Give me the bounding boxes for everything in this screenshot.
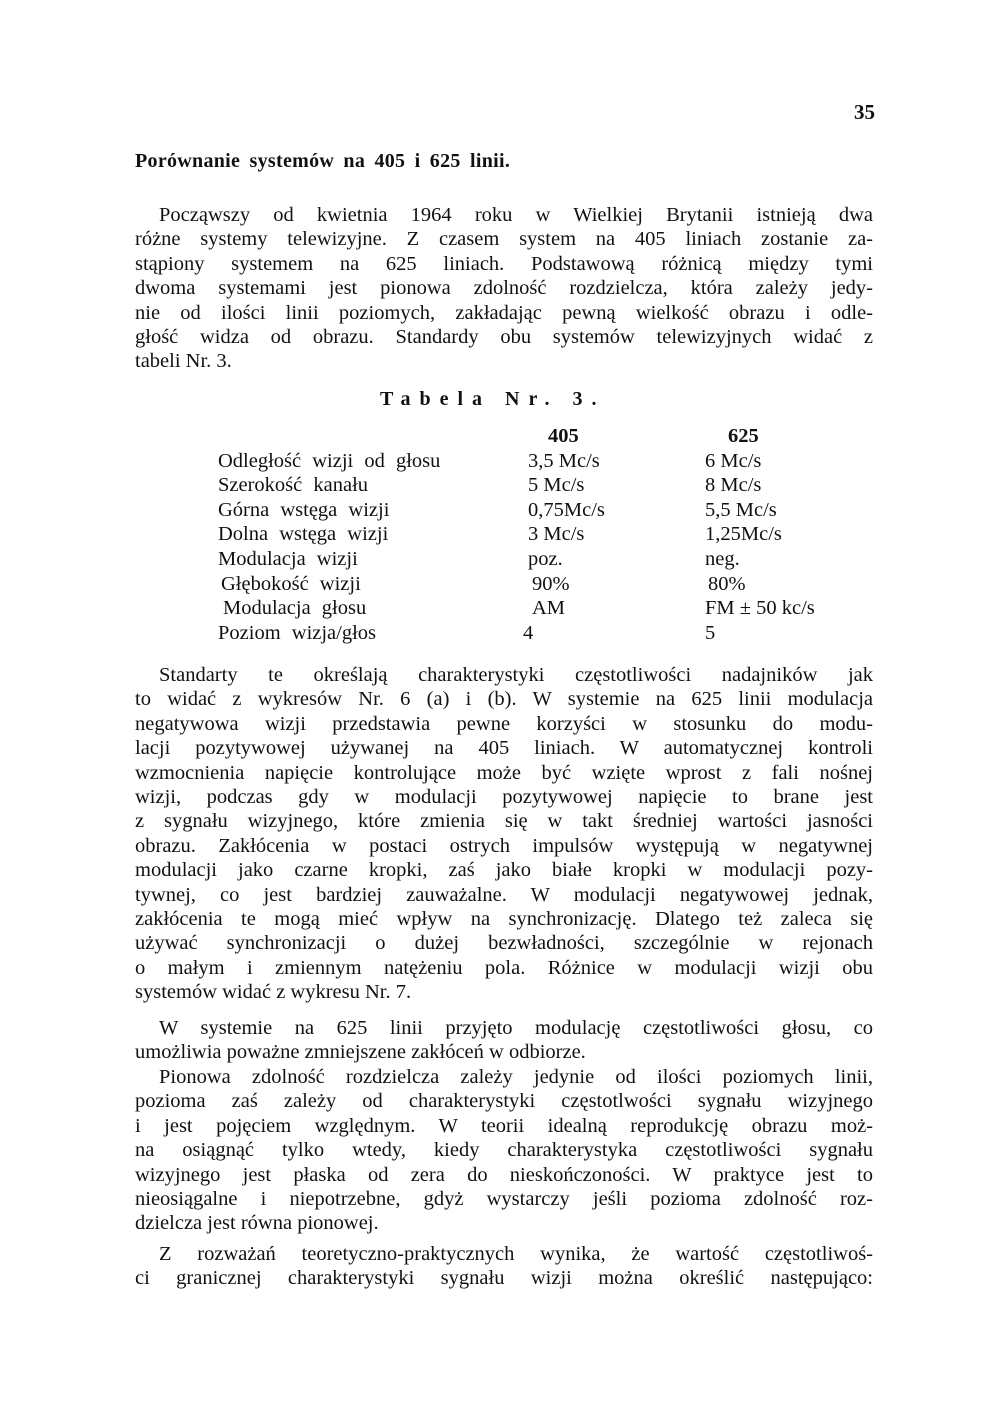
text-line: wizyjnego jest płaska od zera do nieskończoności. W praktyce jest to <box>135 1163 873 1186</box>
paragraph-conclusion <box>135 1242 873 1291</box>
text-line: ci granicznej charakterystyki sygnału wizji można określić następująco: <box>135 1267 873 1290</box>
value-405: 0,75Mc/s <box>528 498 605 521</box>
text-line: dwoma systemami jest pionowa zdolność rozdzielcza, która zależy jedy- <box>135 277 873 300</box>
text-line: Standarty te określają charakterystyki częstotliwości nadajników jak <box>159 664 873 686</box>
text-line: systemów widać z wykresu Nr. 7. <box>135 981 412 1004</box>
paragraph-intro <box>135 203 873 374</box>
text-line: negatywowa wizji przedstawia pewne korzyści w stosunku do modu- <box>135 712 873 735</box>
row-label: Dolna wstęga wizji <box>218 523 389 546</box>
text-line: stąpiony systemem na 625 liniach. Podstawową różnicą między tymi <box>135 252 873 275</box>
value-625: 1,25Mc/s <box>705 523 782 546</box>
row-label: Głębokość wizji <box>221 572 361 595</box>
text-line: W systemie na 625 linii przyjęto modulację częstotliwości głosu, co <box>159 1017 873 1039</box>
value-625: 5,5 Mc/s <box>705 498 777 521</box>
page-number: 35 <box>854 100 875 124</box>
row-label: Szerokość kanału <box>218 474 369 497</box>
text-line: Począwszy od kwietnia 1964 roku w Wielkiej Brytanii istnieją dwa <box>159 204 873 226</box>
text-line: zakłócenia te mogą mieć wpływ na synchronizację. Dlatego też zaleca się <box>135 907 873 930</box>
text-line: tabeli Nr. 3. <box>135 350 232 373</box>
value-405: 90% <box>532 572 570 595</box>
text-line: różne systemy telewizyjne. Z czasem system na 405 liniach zostanie za- <box>135 228 873 251</box>
value-625: neg. <box>705 547 740 570</box>
text-line: lacji pozytywowej używanej na 405 liniach. W automatycznej kontroli <box>135 737 873 760</box>
value-625: 8 Mc/s <box>705 474 762 497</box>
value-405: AM <box>532 597 566 620</box>
row-label: Górna wstęga wizji <box>218 498 390 521</box>
value-405: 3 Mc/s <box>528 523 585 546</box>
text-line: Pionowa zdolność rozdzielcza zależy jedynie od ilości poziomych linii, <box>159 1066 873 1088</box>
text-line: umożliwia poważne zmniejszene zakłóceń w odbiorze. <box>135 1041 586 1064</box>
text-line: z sygnału wizyjnego, które zmienia się w takt średniej wartości jasności <box>135 810 873 833</box>
text-line: głość widza od obrazu. Standardy obu systemów telewizyjnych widać z <box>135 325 873 348</box>
value-405: poz. <box>528 547 563 570</box>
text-line: wzmocnienia napięcie kontrolujące może być wzięte wprost z fali nośnej <box>135 761 873 784</box>
row-label: Modulacja wizji <box>218 547 358 570</box>
value-405: 4 <box>523 621 534 644</box>
text-line: i jest pojęciem względnym. W teorii idealną reprodukcję obrazu moż- <box>135 1114 873 1137</box>
paragraph-resolution <box>135 1065 873 1236</box>
text-line: to widać z wykresów Nr. 6 (a) i (b). W systemie na 625 linii modulacja <box>135 688 873 711</box>
text-line: dzielcza jest równa pionowej. <box>135 1212 379 1235</box>
text-line: o małym i zmiennym natężeniu pola. Różnice w modulacji wizji obu <box>135 956 873 979</box>
table-header-625: 625 <box>728 425 759 447</box>
row-label: Poziom wizja/głos <box>218 621 377 644</box>
row-label: Modulacja głosu <box>223 597 367 620</box>
value-405: 3,5 Mc/s <box>528 449 600 472</box>
section-title: Porównanie systemów na 405 i 625 linii. <box>135 150 511 172</box>
text-line: obrazu. Zakłócenia w postaci ostrych impulsów występują w negatywnej <box>135 834 873 857</box>
text-line: modulacji jako czarne kropki, zaś jako białe kropki w modulacji pozy- <box>135 859 873 882</box>
text-line: Z rozważań teoretyczno-praktycznych wynika, że wartość częstotliwoś- <box>159 1243 873 1265</box>
value-405: 5 Mc/s <box>528 474 585 497</box>
text-line: wizji, podczas gdy w modulacji pozytywowej napięcie to brane jest <box>135 785 873 808</box>
table-header-405: 405 <box>548 425 579 447</box>
value-625: 6 Mc/s <box>705 449 762 472</box>
paragraph-modulation <box>135 663 873 1004</box>
paragraph-fm-sound <box>135 1016 873 1065</box>
value-625: 80% <box>708 572 746 595</box>
text-line: nieosiągalne i niepotrzebne, gdyż wystarczy jeśli pozioma zdolność roz- <box>135 1187 873 1210</box>
value-625: FM ± 50 kc/s <box>705 597 815 620</box>
text-line: używać synchronizacji o dużej bezwładności, szczególnie w rejonach <box>135 932 873 955</box>
text-line: nie od ilości linii poziomych, zakładając pewną wielkość obrazu i odle- <box>135 301 873 324</box>
text-line: tywnej, co jest bardziej zauważalne. W modulacji negatywowej jednak, <box>135 883 873 906</box>
table-title: Tabela Nr. 3. <box>380 388 606 410</box>
text-line: na osiągnąć tylko wtedy, kiedy charakterystyka częstotliwości sygnału <box>135 1139 873 1162</box>
value-625: 5 <box>705 621 716 644</box>
row-label: Odległość wizji od głosu <box>218 449 441 472</box>
text-line: pozioma zaś zależy od charakterystyki częstotlwości sygnału wizyjnego <box>135 1090 873 1113</box>
